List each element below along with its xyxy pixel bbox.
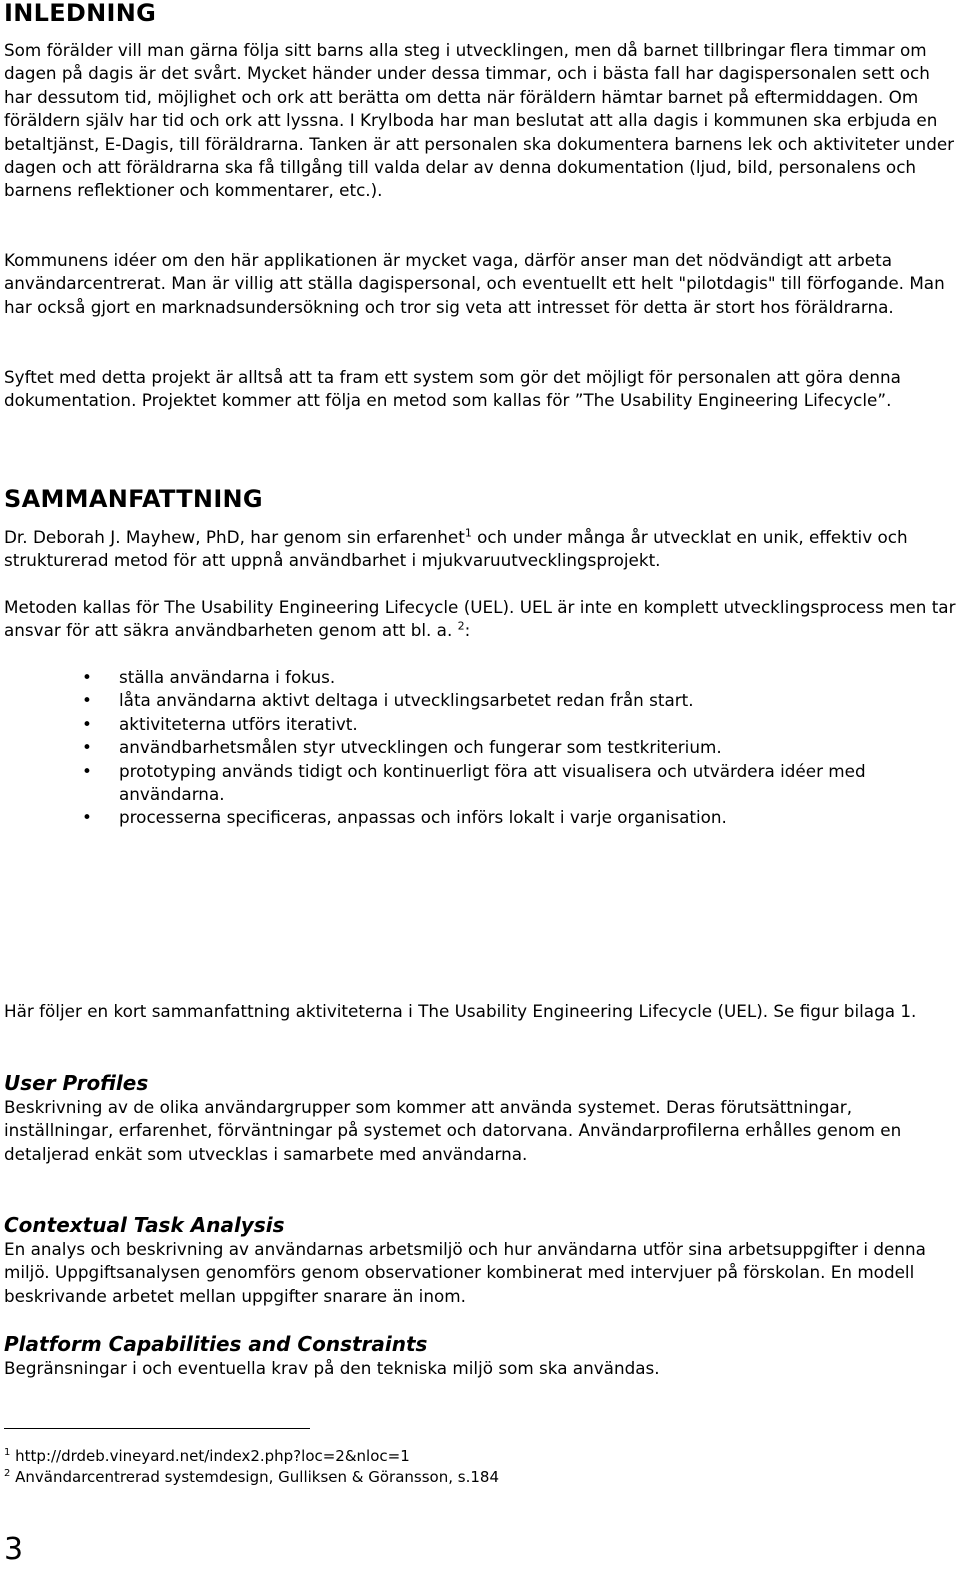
list-item — [4, 713, 956, 736]
list-item-text: prototyping används tidigt och kontinuerligt föra att visualisera och utvärdera idéer med användarna. — [119, 760, 866, 805]
inledning-heading: INLEDNING — [4, 0, 157, 27]
list-item-text: låta användarna aktivt deltaga i utvecklingsarbetet redan från start. — [119, 690, 694, 711]
footnote-number: 2 — [4, 1468, 11, 1479]
list-item — [4, 736, 956, 759]
list-item — [4, 689, 956, 712]
inledning-paragraph-3: Syftet med detta projekt är alltså att ta fram ett system som gör det möjligt för personalen att göra denna dokumentation. Projektet kommer att följa en metod som kallas för ”The Usability Engineering Lifecycle”. — [4, 367, 901, 411]
list-item-text: användbarhetsmålen styr utvecklingen och fungerar som testkriterium. — [119, 737, 722, 758]
section-body-user-profiles: Beskrivning av de olika användargrupper som kommer att använda systemet. Deras förutsättningar, inställningar, erfarenhet, förväntningar på systemet och datorvana. Användarprofilerna erhålles genom en detaljerad enkät som utvecklas i samarbete med användarna. — [4, 1097, 902, 1164]
section-title-platform-capabilities: Platform Capabilities and Constraints — [4, 1332, 428, 1356]
sammanfattning-p2-text-cont: : — [464, 620, 471, 641]
list-item-text: aktiviteterna utförs iterativt. — [119, 713, 358, 734]
list-item — [4, 760, 956, 807]
bullet-icon: • — [82, 713, 92, 734]
sammanfattning-p1-text: Dr. Deborah J. Mayhew, PhD, har genom sin erfarenhet — [4, 527, 465, 547]
section-body-contextual-task-analysis: En analys och beskrivning av användarnas arbetsmiljö och hur användarna utför sina arbetsuppgifter i denna miljö. Uppgiftsanalysen genomförs genom observationer kombinerat med intervjuer på förskolan. En modell beskrivande arbetet mellan uppgifter snarare än inom. — [4, 1239, 926, 1306]
sammanfattning-heading: SAMMANFATTNING — [4, 485, 263, 513]
footnote-1 — [4, 1445, 956, 1467]
sammanfattning-p2-text: Metoden kallas för The Usability Engineering Lifecycle (UEL). UEL är inte en komplett utvecklingsprocess men tar ansvar för att säkra användbarheten genom att bl. a. — [4, 597, 956, 641]
section-title-user-profiles: User Profiles — [4, 1071, 149, 1095]
sammanfattning-paragraph-1 — [4, 526, 956, 573]
page-number: 3 — [4, 1532, 24, 1567]
section-title-contextual-task-analysis: Contextual Task Analysis — [4, 1213, 285, 1237]
bullet-icon: • — [82, 690, 92, 711]
sammanfattning-p1-text-cont: och under många år utvecklat en unik, effektiv och strukturerad metod för att uppnå användbarhet i mjukvaruutvecklingsprojekt. — [4, 527, 908, 571]
bullet-icon: • — [82, 737, 92, 758]
list-item-text: processerna specificeras, anpassas och införs lokalt i varje organisation. — [119, 807, 727, 828]
footnote-divider — [4, 1428, 310, 1429]
bullet-icon: • — [82, 667, 92, 687]
footnote-text: http://drdeb.vineyard.net/index2.php?loc=2&nloc=1 — [15, 1447, 410, 1465]
bullet-icon: • — [82, 807, 92, 828]
footnote-number: 1 — [4, 1447, 11, 1458]
list-item — [4, 666, 956, 689]
bullet-icon: • — [82, 760, 92, 781]
list-item-text: ställa användarna i fokus. — [119, 667, 336, 687]
inledning-paragraph-1: Som förälder vill man gärna följa sitt barns alla steg i utvecklingen, men då barnet tillbringar flera timmar om dagen på dagis är det svårt. Mycket händer under dessa timmar, och i bästa fall har dagispersonalen sett och har dessutom tid, möjlighet och ork att berätta om detta när föräldern hämtar barnet på eftermiddagen. Om föräldern själv har tid och ork att lyssna. I Krylboda har man beslutat att alla dagis i kommunen ska erbjuda en betaltjänst, E-Dagis, till föräldrarna. Tanken är att personalen ska dokumentera barnens lek och aktiviteter under dagen och att föräldrarna ska få tillgång till valda delar av denna dokumentation (ljud, bild, personalens och barnens reflektioner och kommentarer, etc.). — [4, 40, 955, 201]
footnote-ref-2: 2 — [457, 619, 465, 633]
sammanfattning-paragraph-3: Här följer en kort sammanfattning aktiviteterna i The Usability Engineering Lifecycle (UEL). Se figur bilaga 1. — [4, 1001, 917, 1021]
inledning-paragraph-2: Kommunens idéer om den här applikationen är mycket vaga, därför anser man det nödvändigt att arbeta användarcentrerat. Man är villig att ställa dagispersonal, och eventuellt ett helt "pilotdagis" till förfogande. Man har också gjort en marknadsundersökning och tror sig veta att intresset för detta är stort hos föräldrarna. — [4, 250, 945, 317]
uel-principles-list — [4, 666, 956, 830]
list-item — [4, 806, 956, 829]
sammanfattning-paragraph-2 — [4, 596, 956, 643]
footnote-ref-1: 1 — [464, 526, 472, 540]
section-body-platform-capabilities: Begränsningar i och eventuella krav på den tekniska miljö som ska användas. — [4, 1358, 660, 1378]
footnote-text: Användarcentrerad systemdesign, Gulliksen & Göransson, s.184 — [15, 1468, 499, 1486]
footnote-2 — [4, 1466, 956, 1488]
